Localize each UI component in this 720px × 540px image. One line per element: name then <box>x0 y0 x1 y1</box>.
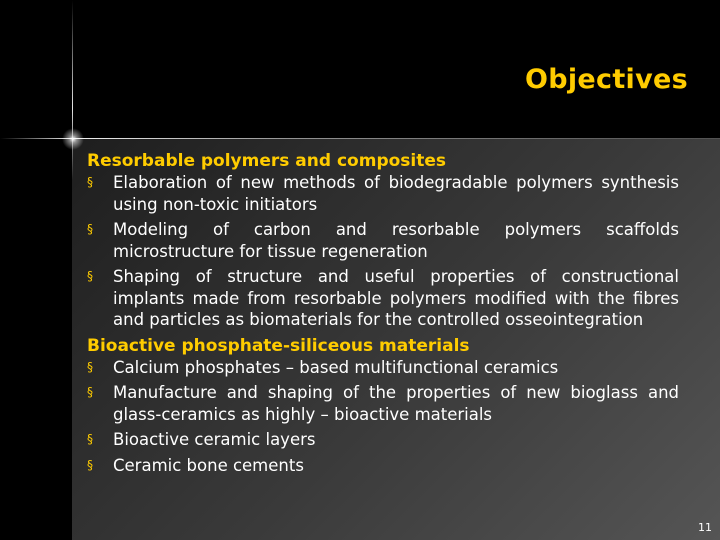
slide-title: Objectives <box>525 64 688 95</box>
list-item-text: Calcium phosphates – based multifunctional ceramics <box>113 357 559 377</box>
list-item <box>87 455 679 477</box>
list-item <box>87 357 679 379</box>
decorative-horizontal-line <box>0 138 720 139</box>
list-item <box>87 266 679 331</box>
list-item-text: Elaboration of new methods of biodegradable polymers synthesis using non-toxic initiators <box>113 173 679 214</box>
list-item <box>87 219 679 262</box>
list-item <box>87 172 679 215</box>
list-item-text: Modeling of carbon and resorbable polymers scaffolds microstructure for tissue regeneration <box>113 220 679 261</box>
bullet-icon: § <box>87 269 93 283</box>
page-number: 11 <box>698 521 712 534</box>
list-item <box>87 429 679 451</box>
bullet-icon: § <box>87 457 93 472</box>
list-item-text: Bioactive ceramic layers <box>113 430 316 449</box>
list-item <box>87 382 679 425</box>
bullet-icon: § <box>87 359 93 374</box>
bullet-list-resorbable-polymers <box>87 172 679 331</box>
bullet-list-bioactive-materials <box>87 357 679 477</box>
bullet-icon: § <box>87 385 93 399</box>
sparkle-icon <box>62 128 84 150</box>
section-heading-bioactive-materials: Bioactive phosphate-siliceous materials <box>87 335 470 356</box>
bullet-icon: § <box>87 222 93 236</box>
bullet-icon: § <box>87 432 93 446</box>
section-heading-resorbable-polymers: Resorbable polymers and composites <box>87 151 447 171</box>
slide-body <box>87 150 679 480</box>
list-item-text: Ceramic bone cements <box>113 455 304 475</box>
bullet-icon: § <box>87 175 93 189</box>
list-item-text: Shaping of structure and useful properties of constructional implants made from resorbable polymers modified with the fibres and particles as biomaterials for the controlled osseointegration <box>113 267 679 329</box>
list-item-text: Manufacture and shaping of the properties of new bioglass and glass-ceramics as highly – bioactive materials <box>113 383 679 424</box>
decorative-vertical-line <box>72 0 73 180</box>
